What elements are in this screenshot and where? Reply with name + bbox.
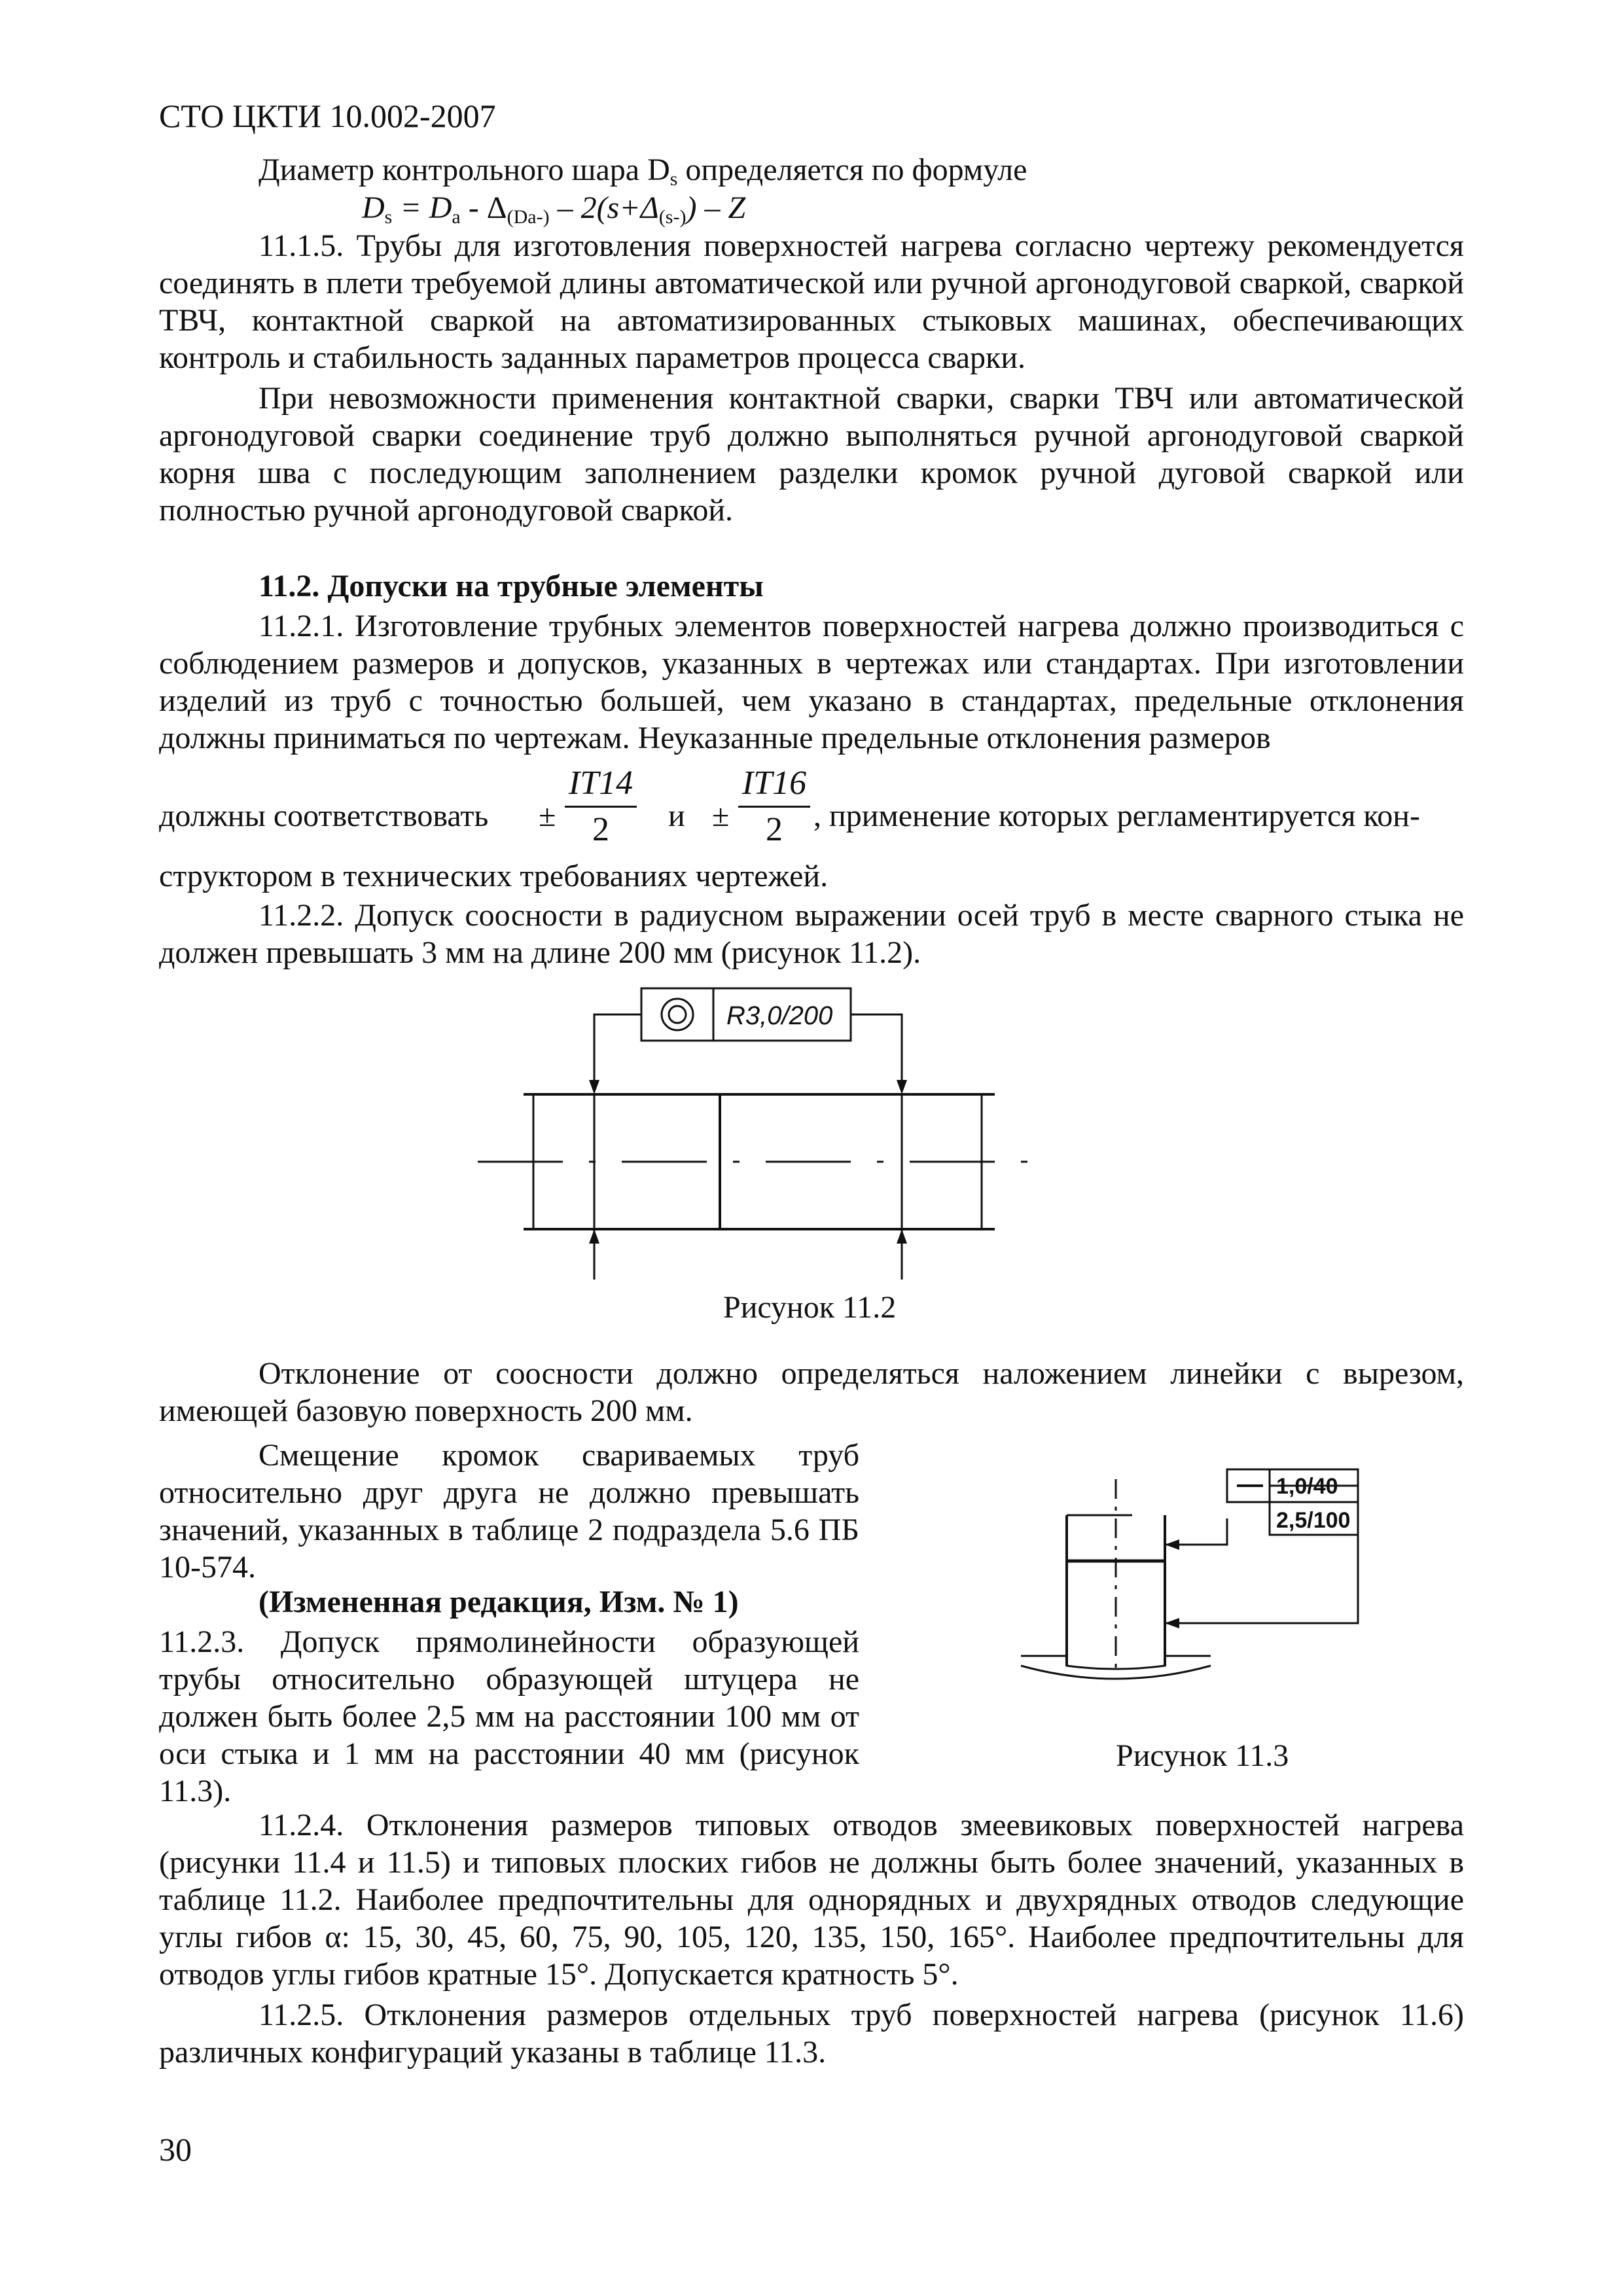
fraction-lead-text: должны соответствовать [159,798,489,833]
plus-minus-1: ± [539,798,556,833]
concentricity-symbol-inner [669,1006,686,1023]
concentricity-symbol-outer [662,999,693,1030]
formula-tail: ) – Z [686,190,746,225]
formula-ds [362,190,745,228]
paragraph-11-2-1-end: структором в технических требованиях чертежей. [159,859,829,893]
paragraph-11-2-2: 11.2.2. Допуск соосности в радиусном выражении осей труб в месте сварного стыка не должен превышать 3 мм на длине 200 мм (рисунок 11.2). [159,898,1464,970]
formula-intro-text: Диаметр контрольного шара D [259,152,670,187]
tolerance-value-1: 1,0/40 [1276,1474,1338,1499]
formula-lhs-sub: s [384,206,393,228]
formula-eq: = D [392,190,452,225]
fraction-it14-numerator: IT14 [568,764,633,802]
formula-intro-tail: определяется по формуле [677,152,1027,187]
paragraph-11-2-3: 11.2.3. Допуск прямолинейности образующей трубы относительно образующей штуцера не должен быть более 2,5 мм на расстоянии 100 мм от оси стыка и 1 мм на расстоянии 40 мм (рисунок 11.3). [159,1624,859,1808]
formula-rest: – 2(s+Δ [549,190,659,225]
tolerance-value: R3,0/200 [726,1001,833,1030]
paragraph-11-2-5: 11.2.5. Отклонения размеров отдельных труб поверхностей нагрева (рисунок 11.6) различных конфигураций указаны в таблице 11.3. [159,1998,1464,2070]
section-heading-11-2: 11.2. Допуски на трубные элементы [259,569,764,603]
fraction-bar [565,806,637,808]
plus-minus-2: ± [712,798,730,833]
formula-lhs: D [362,190,385,225]
figure-11-3-caption: Рисунок 11.3 [1116,1738,1289,1773]
formula-delta-sub: (Da-) [507,206,550,228]
amendment-note: (Измененная редакция, Изм. № 1) [259,1585,739,1619]
tolerance-value-2: 2,5/100 [1276,1508,1351,1533]
document-header: СТО ЦКТИ 10.002-2007 [159,98,496,134]
fraction-tail-text: , применение которых регламентируется кон- [813,798,1420,833]
formula-s-sub: (s-) [658,206,687,228]
fraction-it16-denominator: 2 [766,811,783,848]
paragraph-deviation: Отклонение от соосности должно определяться наложением линейки с вырезом, имеющей базовую поверхность 200 мм. [159,1356,1464,1428]
paragraph-offset: Смещение кромок свариваемых труб относительно друг друга не должно превышать значений, указанных в таблице 2 подраздела 5.6 ПБ 10-574. [159,1438,859,1585]
formula-a-sub: a [452,206,461,228]
figure-11-2-drawing [458,982,1047,1283]
formula-delta: - Δ [460,190,507,225]
fraction-bar [738,806,810,808]
paragraph-11-2-4: 11.2.4. Отклонения размеров типовых отводов змеевиковых поверхностей нагрева (рисунки 11.4 и 11.5) и типовых плоских гибов не должны быть более значений, указанных в таблице 11.2. Наиболее предпочтительны для однорядных и двухрядных отводов следующие углы гибов α: 15, 30, 45, 60, 75, 90, 105, 120, 135, 150, 165°. Наиболее предпочтительны для отводов углы гибов кратные 15°. Допускается кратность 5°. [159,1808,1464,1992]
formula-intro [259,152,1027,190]
fraction-it16-numerator: IT16 [741,764,807,802]
fraction-it14 [565,764,637,850]
fraction-it16 [738,764,810,850]
figure-11-2-caption: Рисунок 11.2 [723,1290,897,1325]
figure-11-3-drawing [1008,1466,1427,1715]
formula-intro-sub: s [669,168,678,190]
fraction-it14-denominator: 2 [592,811,609,848]
fraction-line [159,764,1464,867]
page-number: 30 [159,2131,192,2168]
paragraph-contact-welding: При невозможности применения контактной сварки, сварки ТВЧ или автоматической аргонодуговой сварки соединение труб должно выполняться ручной аргонодуговой сваркой корня шва с последующим заполнением разделки кромок ручной дуговой сваркой или полностью ручной аргонодуговой сваркой. [159,381,1464,528]
paragraph-11-1-5: 11.1.5. Трубы для изготовления поверхностей нагрева согласно чертежу рекомендуется соединять в плети требуемой длины автоматической или ручной аргонодуговой сваркой, сваркой ТВЧ, контактной сваркой на автоматизированных стыковых машинах, обеспечивающих контроль и стабильность заданных параметров процесса сварки. [159,228,1464,375]
fraction-and: и [668,798,685,833]
paragraph-11-2-1: 11.2.1. Изготовление трубных элементов поверхностей нагрева должно производиться с соблюдением размеров и допусков, указанных в чертежах или стандартах. При изготовлении изделий из труб с точностью большей, чем указано в стандартах, предельные отклонения должны приниматься по чертежам. Неуказанные предельные отклонения размеров [159,609,1464,755]
